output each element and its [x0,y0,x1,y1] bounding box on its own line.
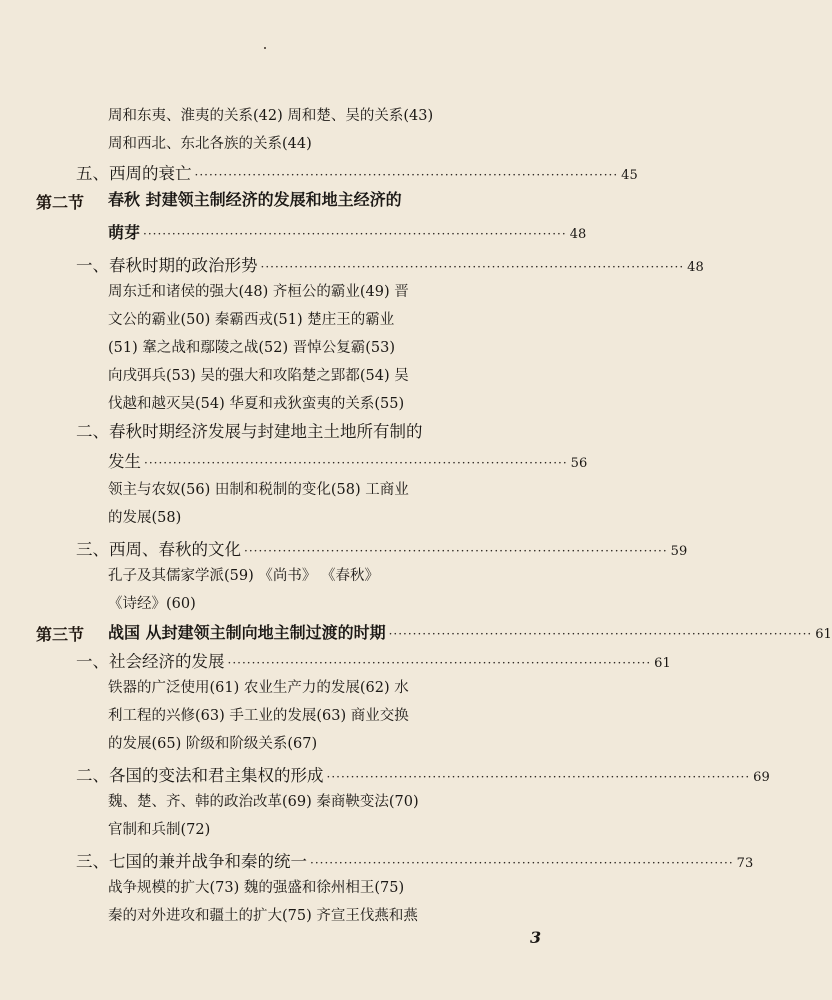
toc-subline: 铁器的广泛使用(61) 农业生产力的发展(62) 水 [108,680,409,696]
entry-title: 二、各国的变法和君主集权的形成 [76,766,324,785]
entry-title: 战国 从封建领主制向地主制过渡的时期 [108,623,386,642]
page-number: 3 [530,928,542,947]
toc-subline: 向戌弭兵(53) 吴的强大和攻陷楚之郢都(54) 吴 [108,368,409,384]
toc-subline: 周和东夷、淮夷的关系(42) 周和楚、吴的关系(43) [108,108,434,124]
toc-subline: 官制和兵制(72) [108,822,211,838]
speck [264,47,266,49]
toc-subline: 利工程的兴修(63) 手工业的发展(63) 商业交换 [108,708,409,724]
toc-entry-economy-cont [108,448,588,471]
leader-dots: ························································································ [194,168,619,182]
toc-subline: 周和西北、东北各族的关系(44) [108,136,312,152]
leader-dots: ························································································ [143,227,567,241]
leader-dots: ························································································ [326,770,751,784]
toc-entry-culture [76,536,688,559]
entry-page: 48 [687,260,704,275]
leader-dots: ························································································ [388,627,813,641]
leader-dots: ························································································ [144,456,568,470]
toc-entry-section2-cont [108,220,587,242]
entry-page: 73 [736,856,754,871]
section-title: 春秋 封建领主制经济的发展和地主经济的 [108,190,402,209]
entry-title: 三、西周、春秋的文化 [76,540,241,559]
entry-page: 69 [753,770,770,785]
entry-page: 45 [621,168,638,183]
entry-title: 一、社会经济的发展 [76,652,225,671]
entry-page: 59 [670,544,688,559]
leader-dots: ························································································ [260,260,685,274]
toc-entry-spring-autumn-politics [76,252,704,275]
section-label: 第二节 [36,193,85,212]
entry-page: 61 [654,656,671,671]
toc-subline: 魏、楚、齐、韩的政治改革(69) 秦商鞅变法(70) [108,794,419,810]
entry-title: 一、春秋时期的政治形势 [76,256,258,275]
entry-page: 61 [815,627,832,642]
entry-title: 三、七国的兼并战争和秦的统一 [76,852,307,871]
toc-subline: 孔子及其儒家学派(59) 《尚书》 《春秋》 [108,568,379,584]
entry-title: 萌芽 [108,223,141,242]
toc-subline: 文公的霸业(50) 秦霸西戎(51) 楚庄王的霸业 [108,312,395,328]
toc-subline: 战争规模的扩大(73) 魏的强盛和徐州相王(75) [108,880,405,896]
toc-entry-reforms [76,762,770,785]
toc-subline: 《诗经》(60) [108,596,196,612]
leader-dots: ························································································ [227,656,652,670]
entry-page: 48 [569,227,587,242]
toc-entry-unification [76,848,754,871]
toc-subline: 的发展(65) 阶级和阶级关系(67) [108,736,318,752]
toc-subline: 伐越和越灭吴(54) 华夏和戎狄蛮夷的关系(55) [108,396,405,412]
toc-entry-section3 [108,620,832,642]
toc-entry-social-economy [76,648,671,671]
toc-entry-title: 二、春秋时期经济发展与封建地主土地所有制的 [76,422,423,441]
toc-entry-western-zhou-decline [76,160,638,183]
toc-subline: 周东迁和诸侯的强大(48) 齐桓公的霸业(49) 晋 [108,284,409,300]
toc-subline: 秦的对外进攻和疆土的扩大(75) 齐宣王伐燕和燕 [108,908,418,924]
leader-dots: ························································································ [244,544,668,558]
section-label: 第三节 [36,625,85,644]
entry-title: 五、西周的衰亡 [76,164,192,183]
entry-title: 发生 [108,452,141,471]
toc-subline: (51) 鞌之战和鄢陵之战(52) 晋悼公复霸(53) [108,340,396,356]
entry-page: 56 [570,456,588,471]
toc-subline: 领主与农奴(56) 田制和税制的变化(58) 工商业 [108,482,409,498]
leader-dots: ························································································ [310,856,734,870]
toc-subline: 的发展(58) [108,510,182,526]
